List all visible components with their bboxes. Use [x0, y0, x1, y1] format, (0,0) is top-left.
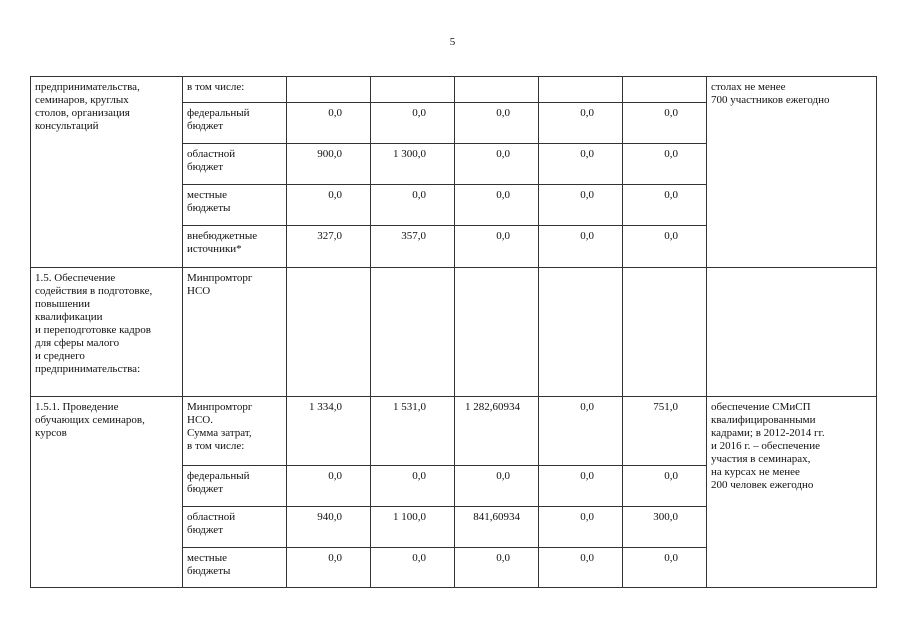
value-cell: 0,0 [539, 103, 623, 144]
value-cell: 841,60934 [455, 507, 539, 548]
value-cell: 1 300,0 [371, 144, 455, 185]
value-cell: 0,0 [539, 397, 623, 466]
funding-source-label: областной бюджет [183, 507, 287, 548]
value-cell: 0,0 [455, 466, 539, 507]
executor-label: Минпромторг НСО [183, 268, 287, 397]
value-cell: 0,0 [455, 185, 539, 226]
funding-source-label: федеральный бюджет [183, 466, 287, 507]
value-cell: 0,0 [287, 466, 371, 507]
value-cell: 0,0 [623, 226, 707, 268]
value-cell: 900,0 [287, 144, 371, 185]
value-cell: 0,0 [371, 466, 455, 507]
value-cell [539, 268, 623, 397]
value-cell: 0,0 [455, 226, 539, 268]
value-cell [371, 268, 455, 397]
value-cell [455, 77, 539, 103]
value-cell: 0,0 [287, 548, 371, 588]
value-cell [623, 268, 707, 397]
expected-result: столах не менее 700 участников ежегодно [707, 77, 877, 268]
funding-source-label: областной бюджет [183, 144, 287, 185]
funding-source-label: федеральный бюджет [183, 103, 287, 144]
expected-result [707, 268, 877, 397]
value-cell: 0,0 [539, 144, 623, 185]
table-row [31, 397, 877, 466]
funding-source-label: в том числе: [183, 77, 287, 103]
value-cell: 0,0 [539, 548, 623, 588]
value-cell: 0,0 [539, 507, 623, 548]
table-row [31, 77, 877, 103]
value-cell: 0,0 [623, 548, 707, 588]
funding-source-label: внебюджетные источники* [183, 226, 287, 268]
funding-source-label: местные бюджеты [183, 185, 287, 226]
measure-description: 1.5. Обеспечение содействия в подготовке, повышении квалификации и переподготовке кадров для сферы малого и среднего предпринимательства: [31, 268, 183, 397]
value-cell: 0,0 [371, 548, 455, 588]
value-cell: 0,0 [623, 144, 707, 185]
value-cell: 940,0 [287, 507, 371, 548]
value-cell: 1 282,60934 [455, 397, 539, 466]
value-cell [287, 77, 371, 103]
value-cell: 751,0 [623, 397, 707, 466]
expected-result: обеспечение СМиСП квалифицированными кадрами; в 2012-2014 гг. и 2016 г. – обеспечение участия в семинарах, на курсах не менее 200 человек ежегодно [707, 397, 877, 588]
value-cell: 0,0 [623, 466, 707, 507]
value-cell [287, 268, 371, 397]
executor-label: Минпромторг НСО. Сумма затрат, в том числе: [183, 397, 287, 466]
value-cell: 0,0 [623, 185, 707, 226]
value-cell: 0,0 [287, 103, 371, 144]
measure-description: предпринимательства, семинаров, круглых столов, организация консультаций [31, 77, 183, 268]
value-cell: 0,0 [539, 466, 623, 507]
value-cell [623, 77, 707, 103]
page-number: 5 [449, 36, 456, 48]
value-cell: 1 100,0 [371, 507, 455, 548]
value-cell: 327,0 [287, 226, 371, 268]
value-cell: 0,0 [539, 185, 623, 226]
value-cell: 0,0 [623, 103, 707, 144]
value-cell: 0,0 [371, 185, 455, 226]
value-cell: 0,0 [539, 226, 623, 268]
value-cell [539, 77, 623, 103]
value-cell: 0,0 [455, 548, 539, 588]
value-cell: 357,0 [371, 226, 455, 268]
value-cell [371, 77, 455, 103]
value-cell: 0,0 [371, 103, 455, 144]
funding-source-label: местные бюджеты [183, 548, 287, 588]
value-cell: 0,0 [455, 144, 539, 185]
program-table [30, 76, 877, 588]
value-cell: 0,0 [455, 103, 539, 144]
measure-description: 1.5.1. Проведение обучающих семинаров, курсов [31, 397, 183, 588]
value-cell [455, 268, 539, 397]
table-row [31, 268, 877, 397]
value-cell: 0,0 [287, 185, 371, 226]
value-cell: 300,0 [623, 507, 707, 548]
value-cell: 1 531,0 [371, 397, 455, 466]
value-cell: 1 334,0 [287, 397, 371, 466]
